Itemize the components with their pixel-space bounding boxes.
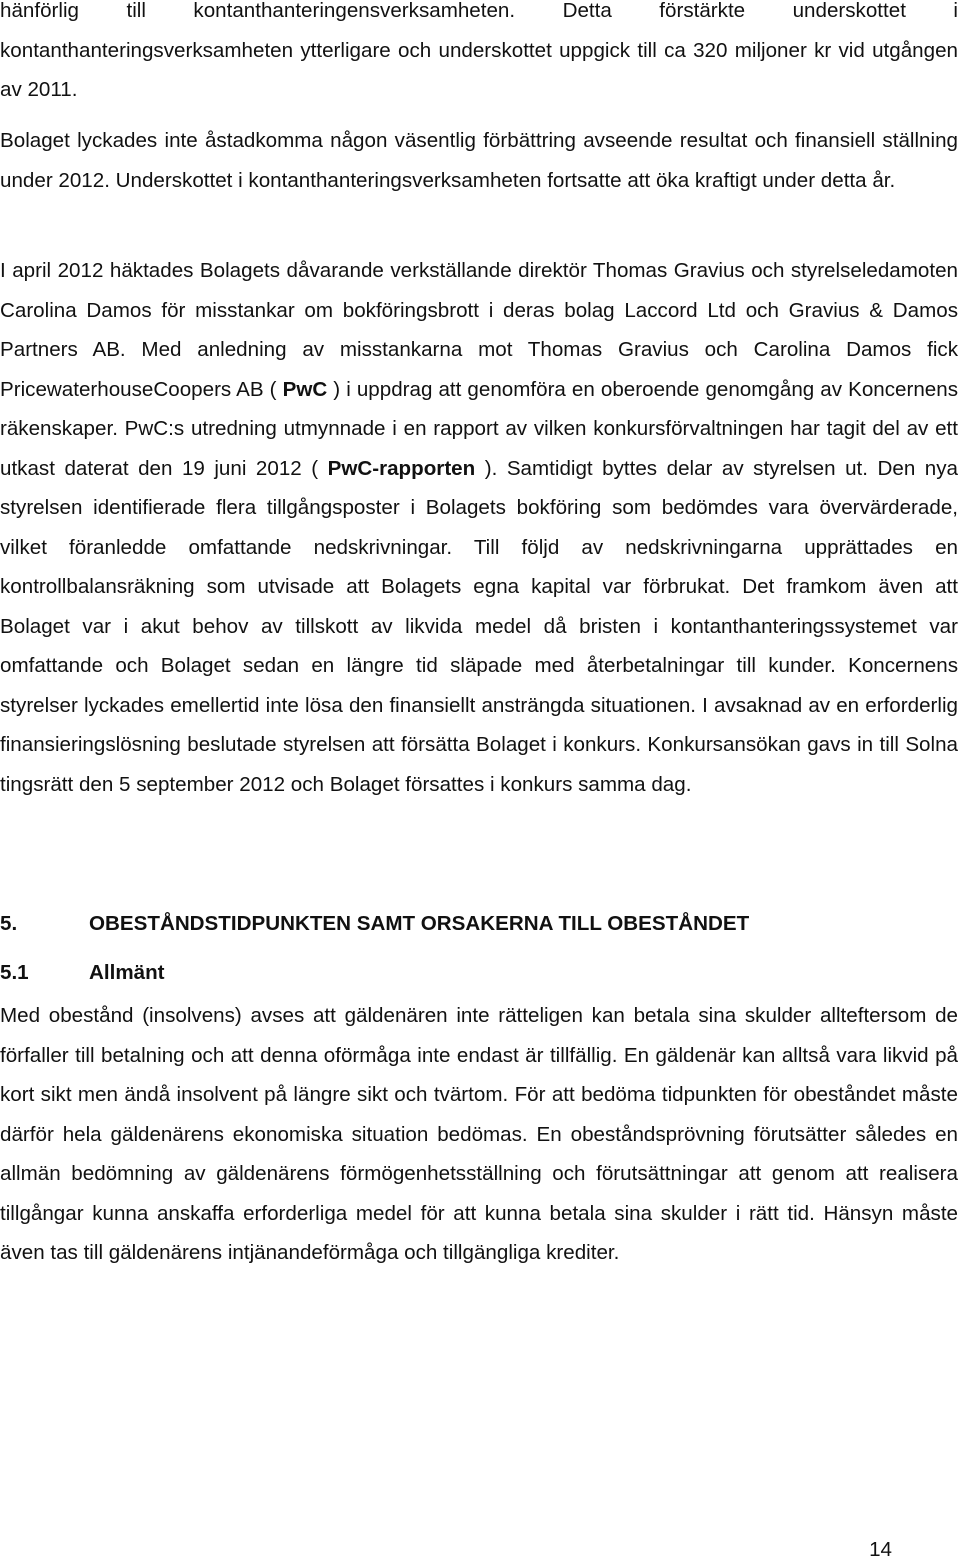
paragraph-1: hänförlig till kontanthanteringensverksamheten. Detta förstärkte underskottet i kontanthanteringsverksamheten ytterligare och underskottet uppgick till ca 320 miljoner kr vid utgången av 2011.: [0, 0, 958, 101]
pwc-term: PwC: [282, 377, 328, 401]
page-number: 14: [869, 1538, 892, 1561]
paragraph-3-text-1: I april 2012 häktades Bolagets dåvarande verkställande direktör Thomas Gravius och styrelseledamoten Carolina Damos för misstankar om bokföringsbrott i deras bolag Laccord Ltd och Gravius & Damos Partners AB. Med anledning av misstankarna mot Thomas Gravius och Carolina Damos fick PricewaterhouseCoopers AB (: [0, 259, 958, 401]
paragraph-4: Med obestånd (insolvens) avses att gäldenären inte rätteligen kan betala sina skulder allteftersom de förfaller till betalning och att denna oförmåga inte endast är tillfällig. En gäldenär kan alltså vara likvid på kort sikt men ändå insolvent på längre sikt och tvärtom. För att bedöma tidpunkten för obeståndet måste därför hela gäldenärens ekonomiska situation bedömas. En obeståndsprövning förutsätter således en allmän bedömning av gäldenärens förmögenhetsställning och förutsättningar att genom att realisera tillgångar kunna anskaffa erforderliga medel för att kunna betala sina skulder i rätt tid. Hänsyn måste även tas till gäldenärens intjänandeförmåga och tillgängliga krediter.: [0, 1004, 958, 1264]
paragraph-2: Bolaget lyckades inte åstadkomma någon väsentlig förbättring avseende resultat och finansiell ställning under 2012. Underskottet i kontanthanteringsverksamheten fortsatte att öka kraftigt under detta år.: [0, 129, 958, 192]
section-heading-5: [0, 909, 749, 939]
subsection-title: Allmänt: [89, 961, 165, 984]
paragraph-3-text-2: ) i uppdrag att genomföra en oberoende genomgång av Koncernens räkenskaper. PwC:s utredning utmynnade i en rapport av vilken konkursförvaltningen har tagit del av ett utkast daterat den 19 juni 2012 (: [0, 377, 958, 480]
pwc-report-term: PwC-rapporten: [327, 456, 476, 480]
section-number: 5.: [0, 912, 18, 935]
paragraph-3: [0, 251, 958, 804]
subsection-number: 5.1: [0, 961, 29, 984]
paragraph-3-text-3: ). Samtidigt byttes delar av styrelsen ut. Den nya styrelsen identifierade flera tillgångsposter i Bolagets bokföring som bedömdes vara övervärderade, vilket föranledde omfattande nedskrivningar. Till följd av nedskrivningarna upprättades en kontrollbalansräkning som utvisade att Bolagets egna kapital var förbrukat. Det framkom även att Bolaget var i akut behov av tillskott av likvida medel då bristen i kontanthanteringssystemet var omfattande och Bolaget sedan en längre tid släpade med återbetalningar till kunder. Koncernens styrelser lyckades emellertid inte lösa den finansiellt ansträngda situationen. I avsaknad av en erforderlig finansieringslösning beslutade styrelsen att försätta Bolaget i konkurs. Konkursansökan gavs in till Solna tingsrätt den 5 september 2012 och Bolaget försattes i konkurs samma dag.: [0, 456, 958, 796]
subsection-heading-5-1: [0, 958, 165, 988]
section-title: OBESTÅNDSTIDPUNKTEN SAMT ORSAKERNA TILL OBESTÅNDET: [89, 912, 750, 935]
